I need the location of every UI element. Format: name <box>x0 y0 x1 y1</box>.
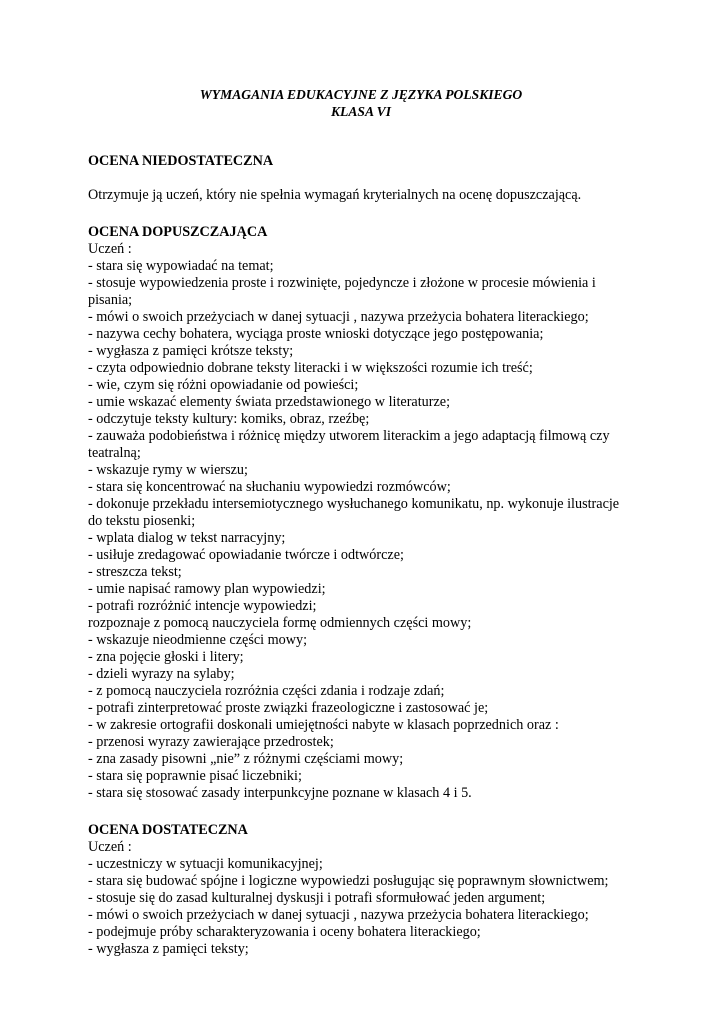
document-title-line2: KLASA VI <box>330 104 392 119</box>
list-item: - mówi o swoich przeżyciach w danej sytuacji , nazywa przeżycia bohatera literackiego; <box>88 907 589 923</box>
list-item: - umie napisać ramowy plan wypowiedzi; <box>88 581 326 597</box>
list-item: - czyta odpowiednio dobrane teksty literacki i w większości rozumie ich treść; <box>88 360 533 376</box>
list-item: - zna zasady pisowni „nie” z różnymi częściami mowy; <box>88 751 404 767</box>
list-dopuszczajaca <box>88 258 634 802</box>
list-item: - stosuje wypowiedzenia proste i rozwinięte, pojedyncze i złożone w procesie mówienia i pisania; <box>88 275 596 308</box>
list-item: - wskazuje rymy w wierszu; <box>88 462 248 478</box>
list-item: - mówi o swoich przeżyciach w danej sytuacji , nazywa przeżycia bohatera literackiego; <box>88 309 589 325</box>
list-item: - wplata dialog w tekst narracyjny; <box>88 530 286 546</box>
list-item: - stosuje się do zasad kulturalnej dyskusji i potrafi sformułować jeden argument; <box>88 890 546 906</box>
list-item: - z pomocą nauczyciela rozróżnia części zdania i rodzaje zdań; <box>88 683 445 699</box>
list-item: - wygłasza z pamięci krótsze teksty; <box>88 343 294 359</box>
list-item: - potrafi rozróżnić intencje wypowiedzi; <box>88 598 317 614</box>
document-title-line1: WYMAGANIA EDUKACYJNE Z JĘZYKA POLSKIEGO <box>199 87 523 102</box>
heading-niedostateczna: OCENA NIEDOSTATECZNA <box>88 153 274 169</box>
list-item: - wskazuje nieodmienne części mowy; <box>88 632 308 648</box>
list-item: rozpoznaje z pomocą nauczyciela formę odmiennych części mowy; <box>88 615 472 631</box>
list-item: - przenosi wyrazy zawierające przedrostek; <box>88 734 334 750</box>
heading-dostateczna: OCENA DOSTATECZNA <box>88 822 248 838</box>
list-item: - nazywa cechy bohatera, wyciąga proste wnioski dotyczące jego postępowania; <box>88 326 544 342</box>
list-item: - dokonuje przekładu intersemiotycznego wysłuchanego komunikatu, np. wykonuje ilustracje do tekstu piosenki; <box>88 496 620 529</box>
list-item: - wygłasza z pamięci teksty; <box>88 941 249 957</box>
list-item: - dzieli wyrazy na sylaby; <box>88 666 235 682</box>
list-item: - stara się stosować zasady interpunkcyjne poznane w klasach 4 i 5. <box>88 785 472 801</box>
list-item: - odczytuje teksty kultury: komiks, obraz, rzeźbę; <box>88 411 370 427</box>
intro-dostateczna: Uczeń : <box>88 839 132 855</box>
list-item: - podejmuje próby scharakteryzowania i oceny bohatera literackiego; <box>88 924 481 940</box>
list-dostateczna <box>88 856 634 958</box>
list-item: - usiłuje zredagować opowiadanie twórcze i odtwórcze; <box>88 547 404 563</box>
list-item: - umie wskazać elementy świata przedstawionego w literaturze; <box>88 394 451 410</box>
list-item: - uczestniczy w sytuacji komunikacyjnej; <box>88 856 323 872</box>
text-niedostateczna: Otrzymuje ją uczeń, który nie spełnia wymagań kryterialnych na ocenę dopuszczającą. <box>88 187 582 203</box>
list-item: - zauważa podobieństwa i różnicę między utworem literackim a jego adaptacją filmową czy teatralną; <box>88 428 610 461</box>
intro-dopuszczajaca: Uczeń : <box>88 241 132 257</box>
list-item: - stara się budować spójne i logiczne wypowiedzi posługując się poprawnym słownictwem; <box>88 873 609 889</box>
heading-dopuszczajaca: OCENA DOPUSZCZAJĄCA <box>88 224 268 240</box>
list-item: - wie, czym się różni opowiadanie od powieści; <box>88 377 359 393</box>
list-item: - stara się poprawnie pisać liczebniki; <box>88 768 302 784</box>
list-item: - w zakresie ortografii doskonali umiejętności nabyte w klasach poprzednich oraz : <box>88 717 559 733</box>
list-item: - stara się koncentrować na słuchaniu wypowiedzi rozmówców; <box>88 479 451 495</box>
list-item: - streszcza tekst; <box>88 564 182 580</box>
list-item: - stara się wypowiadać na temat; <box>88 258 274 274</box>
list-item: - potrafi zinterpretować proste związki frazeologiczne i zastosować je; <box>88 700 489 716</box>
list-item: - zna pojęcie głoski i litery; <box>88 649 244 665</box>
